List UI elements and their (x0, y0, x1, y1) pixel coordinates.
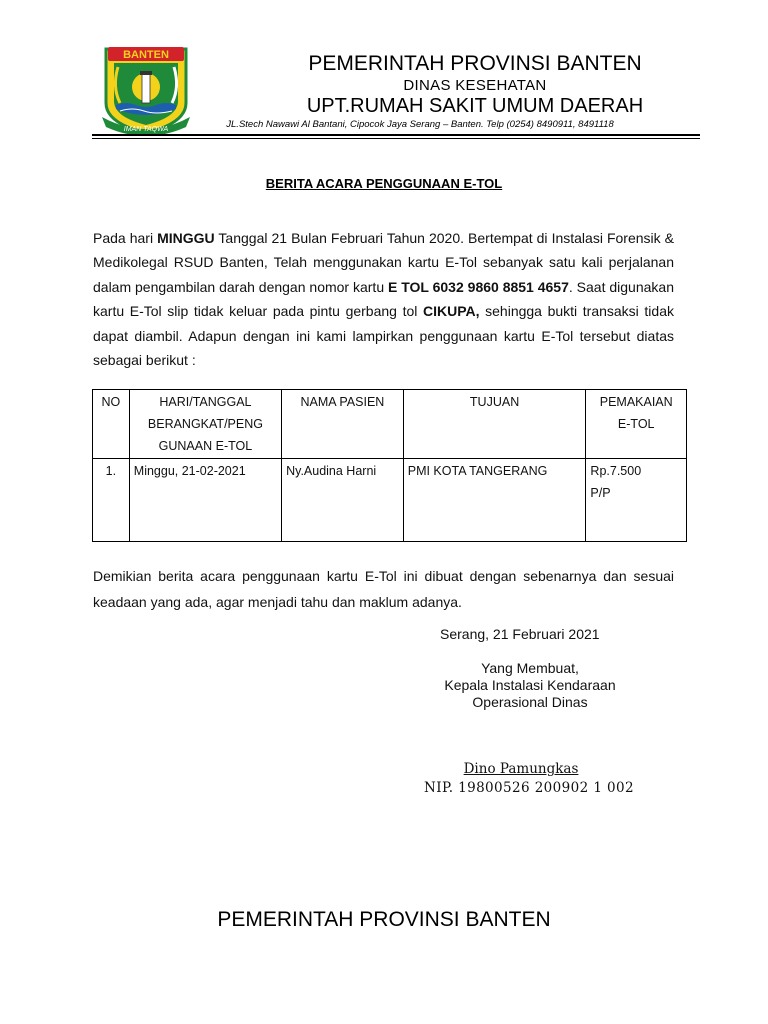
banten-emblem-logo (98, 43, 194, 135)
card-number: E TOL 6032 9860 8851 4657 (388, 278, 569, 295)
etol-usage-table (92, 389, 687, 542)
toll-gate: CIKUPA, (422, 303, 480, 320)
place-date: Serang, 21 Februari 2021 (440, 626, 600, 642)
cell-pemakaian: Rp.7.500 P/P (586, 459, 687, 542)
signer-name: Dino Pamungkas (463, 761, 579, 777)
header-no: NO (93, 390, 130, 459)
header-tujuan: TUJUAN (403, 390, 586, 459)
cell-tujuan: PMI KOTA TANGERANG (403, 459, 586, 542)
header-hari-tanggal: HARI/TANGGAL BERANGKAT/PENG GUNAAN E-TOL (129, 390, 281, 459)
table-header-row (93, 390, 687, 459)
header-government: PEMERINTAH PROVINSI BANTEN (308, 52, 642, 75)
signer-nip: NIP. 19800526 200902 1 002 (424, 780, 634, 796)
cell-no: 1. (93, 459, 130, 542)
header-nama-pasien: NAMA PASIEN (282, 390, 404, 459)
closing-paragraph: Demikian berita acara penggunaan kartu E-Tol ini dibuat dengan sebenarnya dan sesuai keadaan yang ada, agar menjadi tahu dan maklum adanya. (93, 568, 674, 610)
day-text: MINGGU (157, 230, 215, 246)
cell-nama: Ny.Audina Harni (282, 459, 404, 542)
body-paragraph: Pada hari MINGGU Tanggal 21 Bulan Februari Tahun 2020. Bertempat di Instalasi Forensik & Medikolegal RSUD Banten, Telah menggunakan kartu E-Tol sebanyak satu kali perjalanan dalam pengambilan darah dengan nomor kartu E TOL 6032 9860 8851 4657. Saat digunakan kartu E-Tol slip tidak keluar pada pintu gerbang tol CIKUPA, sehingga bukti transaksi tidak dapat diambil. Adapun dengan ini kami lampirkan penggunaan kartu E-Tol tersebut diatas sebagai berikut : (93, 230, 674, 369)
header-hospital: UPT.RUMAH SAKIT UMUM DAERAH (306, 95, 644, 117)
svg-text:IMAN TAQWA: IMAN TAQWA (123, 126, 169, 133)
table-row (93, 459, 687, 542)
header-rule-thick (92, 134, 700, 136)
cell-hari: Minggu, 21-02-2021 (129, 459, 281, 542)
header-pemakaian: PEMAKAIAN E-TOL (586, 390, 687, 459)
header-rule-thin (92, 138, 700, 139)
header-agency: DINAS KESEHATAN (403, 77, 547, 94)
signer-role: Yang Membuat, Kepala Instalasi Kendaraan Operasional Dinas (444, 660, 616, 710)
header-address: JL.Stech Nawawi Al Bantani, Cipocok Jaya Serang – Banten. Telp (0254) 8490911, 8491118 (226, 119, 614, 130)
document-title: BERITA ACARA PENGGUNAAN E-TOL (265, 176, 503, 191)
next-page-header: PEMERINTAH PROVINSI BANTEN (217, 908, 551, 931)
svg-text:BANTEN: BANTEN (123, 49, 169, 61)
